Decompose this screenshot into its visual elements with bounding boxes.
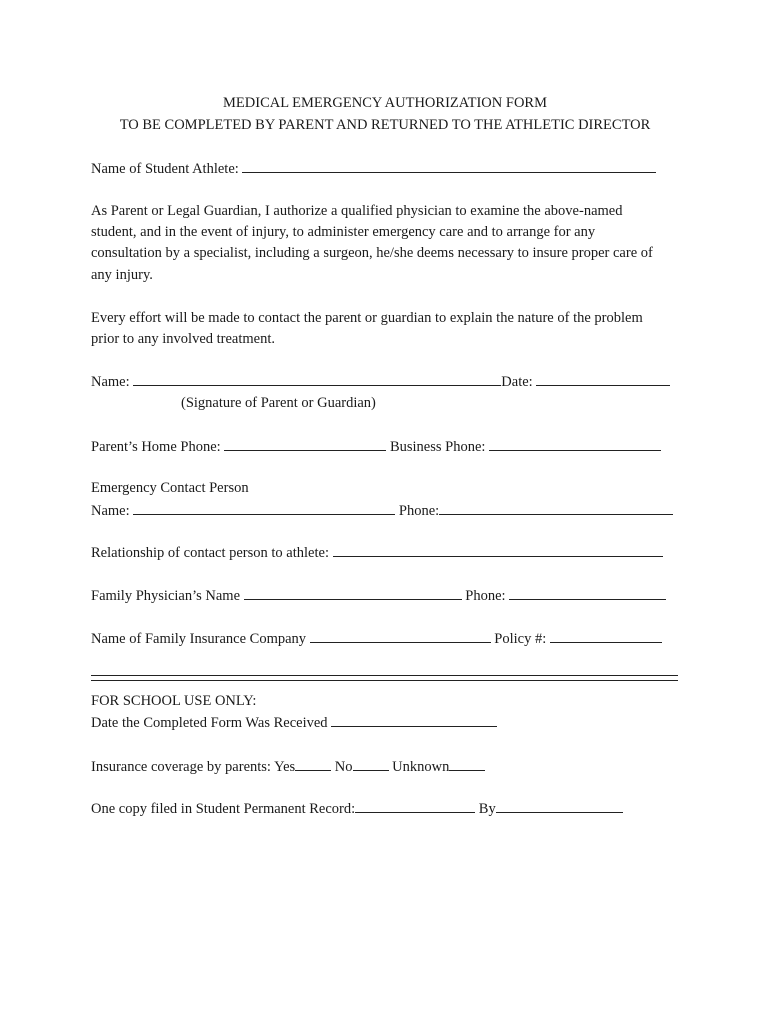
emergency-contact-row <box>91 501 673 520</box>
relationship-row <box>91 543 663 562</box>
policy-number-field[interactable] <box>550 629 662 643</box>
no-field[interactable] <box>353 757 389 771</box>
physician-phone-field[interactable] <box>509 586 666 600</box>
form-title: MEDICAL EMERGENCY AUTHORIZATION FORM <box>223 95 547 111</box>
form-subtitle: TO BE COMPLETED BY PARENT AND RETURNED TO THE ATHLETIC DIRECTOR <box>119 117 651 133</box>
received-date-field[interactable] <box>331 713 497 727</box>
phone-row <box>91 437 661 456</box>
date-label: Date: <box>501 374 533 390</box>
business-phone-field[interactable] <box>489 437 661 451</box>
policy-label: Policy #: <box>494 631 547 647</box>
authorization-line-4: any injury. <box>91 267 153 283</box>
received-label: Date the Completed Form Was Received <box>91 715 328 731</box>
business-phone-label: Business Phone: <box>389 439 486 455</box>
received-row <box>91 713 497 732</box>
date-field[interactable] <box>536 372 670 386</box>
insurance-row <box>91 629 662 648</box>
emergency-phone-label: Phone: <box>398 503 440 519</box>
no-label: No <box>334 759 353 775</box>
authorization-line-3: consultation by a specialist, including a surgeon, he/she deems necessary to insure proper care of <box>91 245 653 261</box>
contact-effort-line-1: Every effort will be made to contact the parent or guardian to explain the nature of the problem <box>91 310 643 326</box>
home-phone-field[interactable] <box>224 437 386 451</box>
signature-caption: (Signature of Parent or Guardian) <box>181 395 376 411</box>
insurance-coverage-label: Insurance coverage by parents: <box>91 759 271 775</box>
insurance-coverage-row <box>91 757 485 776</box>
student-athlete-label: Name of Student Athlete: <box>91 161 239 177</box>
physician-label: Family Physician’s Name <box>91 588 241 604</box>
signature-row <box>91 372 670 391</box>
copy-filed-field[interactable] <box>355 799 475 813</box>
yes-label: Yes <box>274 759 296 775</box>
section-divider <box>91 675 678 681</box>
student-athlete-field[interactable] <box>242 159 656 173</box>
emergency-phone-field[interactable] <box>439 501 673 515</box>
by-field[interactable] <box>496 799 623 813</box>
home-phone-label: Parent’s Home Phone: <box>91 439 221 455</box>
emergency-contact-heading: Emergency Contact Person <box>91 480 249 496</box>
copy-filed-row <box>91 799 623 818</box>
unknown-field[interactable] <box>449 757 485 771</box>
authorization-line-2: student, and in the event of injury, to administer emergency care and to arrange for any <box>91 224 596 240</box>
unknown-label: Unknown <box>392 759 450 775</box>
relationship-field[interactable] <box>333 543 663 557</box>
physician-row <box>91 586 666 605</box>
by-label: By <box>478 801 496 817</box>
copy-filed-label: One copy filed in Student Permanent Record: <box>91 801 356 817</box>
insurance-company-field[interactable] <box>310 629 491 643</box>
emergency-name-label: Name: <box>91 503 130 519</box>
physician-name-field[interactable] <box>244 586 462 600</box>
student-athlete-row <box>91 159 656 178</box>
contact-effort-line-2: prior to any involved treatment. <box>91 331 276 347</box>
emergency-name-field[interactable] <box>133 501 395 515</box>
physician-phone-label: Phone: <box>465 588 506 604</box>
insurance-company-label: Name of Family Insurance Company <box>91 631 307 647</box>
school-use-heading: FOR SCHOOL USE ONLY: <box>91 693 257 709</box>
name-label: Name: <box>91 374 130 390</box>
relationship-label: Relationship of contact person to athlete: <box>91 545 329 561</box>
authorization-line-1: As Parent or Legal Guardian, I authorize a qualified physician to examine the above-named <box>91 203 623 219</box>
yes-field[interactable] <box>295 757 331 771</box>
signature-field[interactable] <box>133 372 501 386</box>
